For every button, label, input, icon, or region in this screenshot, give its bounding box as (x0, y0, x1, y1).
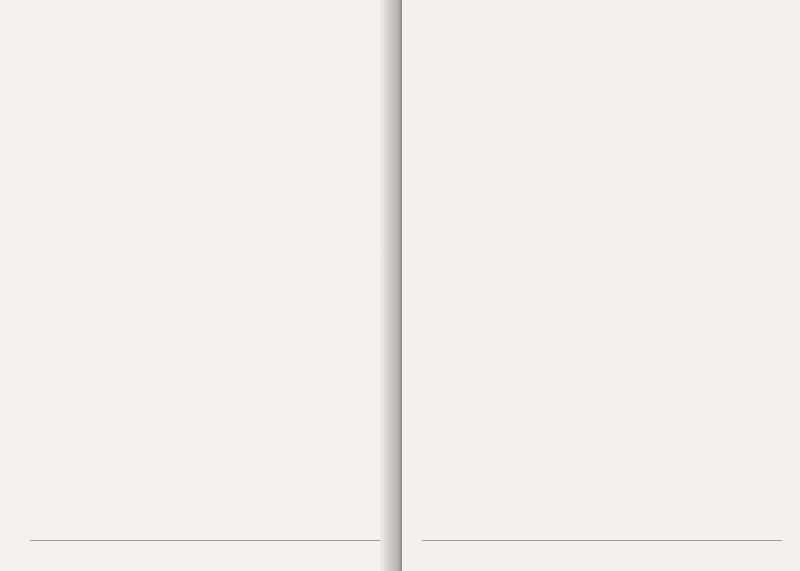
fretboard-note-table (402, 0, 800, 571)
left-page (0, 0, 398, 571)
chord-diagram-g-moll (58, 88, 148, 268)
right-page (402, 0, 800, 571)
chord-grid (168, 88, 258, 268)
chord-grid (58, 88, 148, 268)
chord-diagram-g-sharp-moll (168, 88, 258, 268)
footer-rule (422, 540, 782, 541)
footer-rule (30, 540, 380, 541)
chord-diagram-a-moll (278, 88, 368, 268)
chord-grid (278, 88, 368, 268)
